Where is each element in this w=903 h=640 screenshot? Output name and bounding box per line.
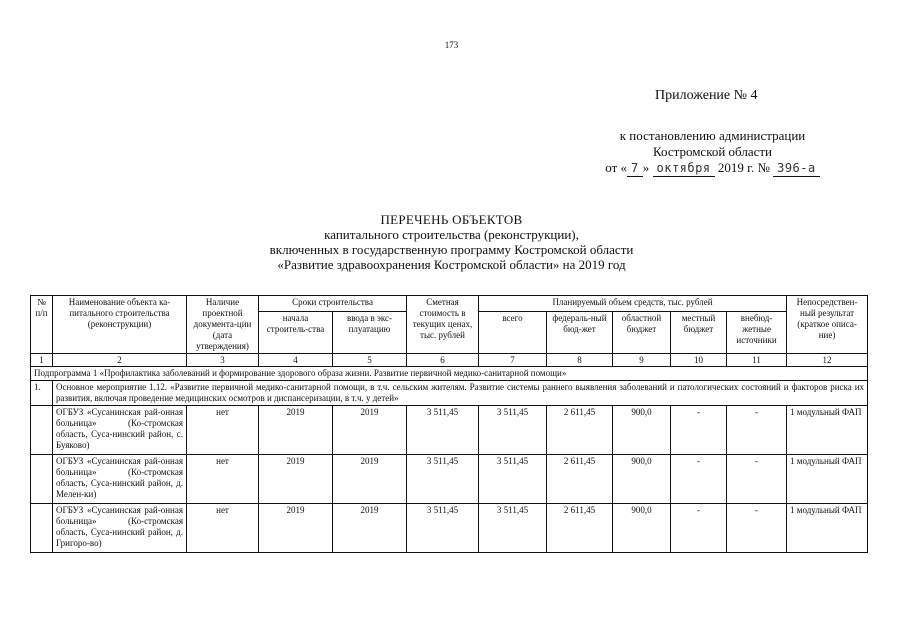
direct-result: 1 модульный ФАП (787, 455, 868, 504)
header-local: местный бюджет (671, 312, 727, 354)
column-number: 4 (259, 354, 333, 367)
date-prefix: от « (605, 160, 628, 175)
project-docs: нет (187, 455, 259, 504)
object-name: ОГБУЗ «Сусанинская рай-онная больница» (Ко-стромская область, Суса-нинский район, д. Мелен-ки) (53, 455, 187, 504)
subprogram-row (31, 367, 868, 381)
column-number: 2 (53, 354, 187, 367)
total-funding: 3 511,45 (479, 406, 547, 455)
regional-budget: 900,0 (613, 455, 671, 504)
decree-line-1: к постановлению администрации (619, 128, 806, 143)
column-number: 7 (479, 354, 547, 367)
estimate-cost: 3 511,45 (407, 455, 479, 504)
offbudget-sources: - (727, 455, 787, 504)
start-year: 2019 (259, 504, 333, 553)
column-number: 10 (671, 354, 727, 367)
column-number: 8 (547, 354, 613, 367)
total-funding: 3 511,45 (479, 455, 547, 504)
header-name: Наименование объекта ка-питального строительства (реконструкции) (53, 296, 187, 354)
federal-budget: 2 611,45 (547, 406, 613, 455)
decree-year: 2019 г. № (717, 160, 770, 175)
heading-title: ПЕРЕЧЕНЬ ОБЪЕКТОВ (380, 212, 523, 227)
header-offbudget: внебюд-жетные источники (727, 312, 787, 354)
document-heading (0, 212, 903, 272)
estimate-cost: 3 511,45 (407, 406, 479, 455)
total-funding: 3 511,45 (479, 504, 547, 553)
federal-budget: 2 611,45 (547, 504, 613, 553)
event-num: 1. (31, 381, 53, 406)
page-number: 173 (444, 40, 459, 50)
event-text: Основное мероприятие 1.12. «Развитие первичной медико-санитарной помощи, в т.ч. сельским жителям. Развитие системы раннего выявления заболеваний и патологических состояний и факторов риска их развития, включая проведение медицинских осмотров и диспансеризации, в т.ч. у детей» (53, 381, 868, 406)
header-commission: ввода в экс-плуатацию (333, 312, 407, 354)
header-federal: федераль-ный бюд-жет (547, 312, 613, 354)
column-number: 5 (333, 354, 407, 367)
header-start: начала строитель-ства (259, 312, 333, 354)
table-row (31, 406, 868, 455)
project-docs: нет (187, 504, 259, 553)
table-row (31, 455, 868, 504)
start-year: 2019 (259, 406, 333, 455)
direct-result: 1 модульный ФАП (787, 406, 868, 455)
subprogram-title: Подпрограмма 1 «Профилактика заболеваний и формирование здорового образа жизни. Развитие первичной медико-санитарной помощи» (31, 367, 868, 381)
decree-number: 396-а (773, 160, 820, 177)
date-mid: » (642, 160, 650, 175)
heading-line-2: капитального строительства (реконструкции), (324, 227, 579, 242)
column-number: 9 (613, 354, 671, 367)
objects-table (30, 295, 868, 553)
table-row (31, 504, 868, 553)
header-num: № п/п (31, 296, 53, 354)
column-numbers-row (31, 354, 868, 367)
project-docs: нет (187, 406, 259, 455)
header-result: Непосредствен-ный результат (краткое описа-ние) (787, 296, 868, 354)
local-budget: - (671, 504, 727, 553)
row-num-cell (31, 504, 53, 553)
local-budget: - (671, 455, 727, 504)
column-number: 3 (187, 354, 259, 367)
commission-year: 2019 (333, 406, 407, 455)
decree-month: октября (653, 160, 715, 177)
header-estimate: Сметная стоимость в текущих ценах, тыс. рублей (407, 296, 479, 354)
column-number: 11 (727, 354, 787, 367)
header-row-1 (31, 296, 868, 312)
offbudget-sources: - (727, 504, 787, 553)
regional-budget: 900,0 (613, 504, 671, 553)
offbudget-sources: - (727, 406, 787, 455)
decree-date-line (560, 160, 865, 177)
decree-day: 7 (627, 160, 643, 177)
commission-year: 2019 (333, 455, 407, 504)
header-regional: областной бюджет (613, 312, 671, 354)
decree-reference (560, 128, 865, 177)
event-row (31, 381, 868, 406)
column-number: 6 (407, 354, 479, 367)
object-name: ОГБУЗ «Сусанинская рай-онная больница» (Ко-стромская область, Суса-нинский район, с. Буяково) (53, 406, 187, 455)
header-funding: Планируемый объем средств, тыс. рублей (479, 296, 787, 312)
header-terms: Сроки строительства (259, 296, 407, 312)
estimate-cost: 3 511,45 (407, 504, 479, 553)
commission-year: 2019 (333, 504, 407, 553)
heading-line-4: «Развитие здравоохранения Костромской области» на 2019 год (277, 257, 626, 272)
direct-result: 1 модульный ФАП (787, 504, 868, 553)
column-number: 12 (787, 354, 868, 367)
header-total: всего (479, 312, 547, 354)
federal-budget: 2 611,45 (547, 455, 613, 504)
heading-line-3: включенных в государственную программу Костромской области (269, 242, 634, 257)
appendix-title: Приложение № 4 (655, 88, 758, 103)
header-docs: Наличие проектной документа-ции (дата утверждения) (187, 296, 259, 354)
regional-budget: 900,0 (613, 406, 671, 455)
row-num-cell (31, 406, 53, 455)
object-name: ОГБУЗ «Сусанинская рай-онная больница» (Ко-стромская область, Суса-нинский район, д. Григоро-во) (53, 504, 187, 553)
row-num-cell (31, 455, 53, 504)
start-year: 2019 (259, 455, 333, 504)
decree-line-2: Костромской области (652, 144, 773, 159)
column-number: 1 (31, 354, 53, 367)
local-budget: - (671, 406, 727, 455)
